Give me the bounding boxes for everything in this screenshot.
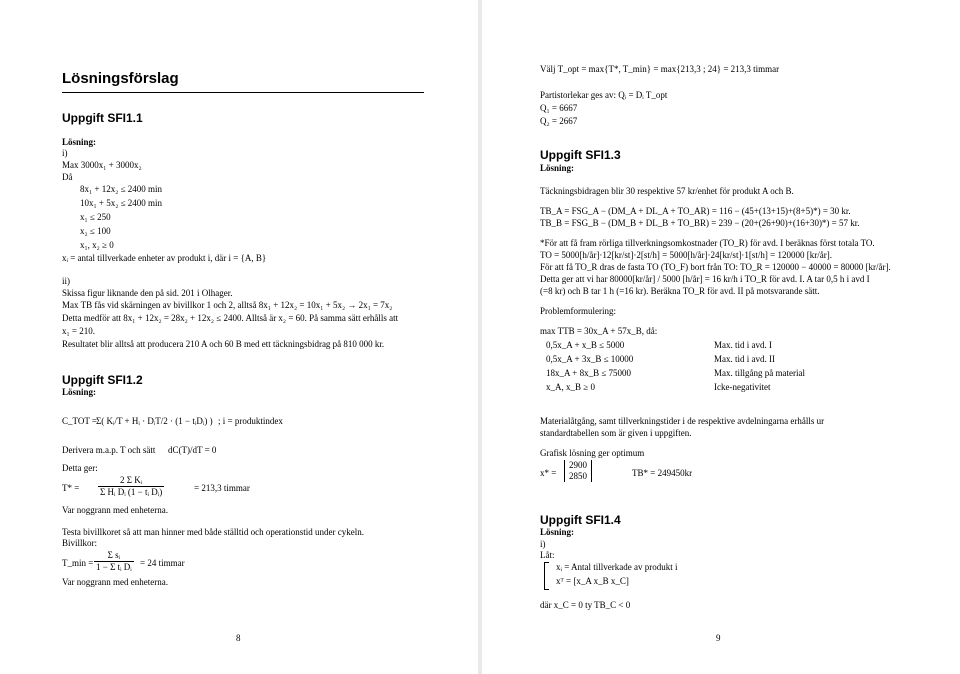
tstar-value: = 213,3 timmar	[194, 483, 250, 493]
part-ii-label: ii)	[62, 276, 70, 286]
bivillkor-label: Bivillkor:	[62, 538, 98, 548]
page-left	[0, 0, 478, 674]
xstar-vector	[564, 460, 592, 482]
constraint-2: 10x₁ + 5x₂ ≤ 2400 min	[80, 198, 163, 208]
page-number-right: 9	[716, 633, 721, 643]
losning-label-2: Lösning:	[62, 387, 97, 397]
tmin-value: = 24 timmar	[140, 558, 185, 568]
ctot-formula: Σ( Kᵢ/T + Hᵢ · DᵢT/2 · (1 − tᵢDᵢ) )	[96, 416, 213, 426]
constraint-4: x₂ ≤ 100	[80, 226, 111, 236]
dar-text: där x_C = 0 ty TB_C < 0	[540, 600, 631, 610]
note-line-5: (=8 kr) och B tar 1 h (=16 kr). Beräkna TO_R för avd. II på motsvarande sätt.	[540, 286, 820, 296]
max-ttb: max TTB = 30x_A + 57x_B, då:	[540, 326, 658, 336]
da-label: Då	[62, 172, 73, 182]
heading-sfi11: Uppgift SFI1.1	[62, 111, 143, 125]
tstar-denominator: Σ Hᵢ Dᵢ (1 − tᵢ Dᵢ)	[100, 487, 163, 497]
objective-max: Max 3000x₁ + 3000x₂	[62, 160, 142, 170]
material-line-2: standardtabellen som är given i uppgiften.	[540, 428, 692, 438]
xi-definition: xᵢ = Antal tillverkade av produkt i	[556, 562, 678, 572]
xstar-top: 2900	[569, 460, 587, 470]
brace	[544, 562, 549, 590]
xt-definition: xᵀ = [x_A x_B x_C]	[556, 576, 629, 586]
variable-definition: xᵢ = antal tillverkade enheter av produkt i, där i = {A, B}	[62, 253, 267, 263]
lp-constraint-desc: Icke-negativitet	[714, 382, 771, 392]
page-right	[482, 0, 960, 674]
note-line-3: För att få TO_R dras de fasta TO (TO_F) bort från TO: TO_R = 120000 − 40000 = 80000 [kr/år].	[540, 262, 891, 272]
constraint-3: x₁ ≤ 250	[80, 212, 111, 222]
tb-star: TB* = 249450kr	[632, 468, 693, 478]
grafisk-text: Grafisk lösning ger optimum	[540, 448, 645, 458]
lp-constraint: 18x_A + 8x_B ≤ 75000	[546, 368, 632, 378]
skissa-text: Skissa figur liknande den på sid. 201 i Olhager.	[62, 288, 233, 298]
tb-intro: Täckningsbidragen blir 30 respektive 57 kr/enhet för produkt A och B.	[540, 186, 794, 196]
constraint-1: 8x₁ + 12x₂ ≤ 2400 min	[80, 184, 163, 194]
lp-constraint-desc: Max. tid i avd. I	[714, 340, 772, 350]
x1-result: x₁ = 210.	[62, 326, 95, 336]
var-noggrann: Var noggrann med enheterna.	[62, 505, 168, 515]
testa-text: Testa bivillkoret så att man hinner med både ställtid och operationstid under cykeln.	[62, 527, 365, 537]
result-text: Resultatet blir alltså att producera 210 A och 60 B med ett täckningsbidrag på 810 000 kr.	[62, 339, 385, 349]
note-line-4: Detta ger att vi har 80000[kr/år] / 5000 [h/år] = 16 kr/h i TO_R för avd. I. A tar 0,5 h i avd I	[540, 274, 870, 284]
max-tb-text: Max TB fås vid skärningen av bivillkor 1 och 2, alltså 8x₁ + 12x₂ = 10x₁ + 5x₂ → 2x₁ = 7x₂	[62, 300, 393, 310]
note-line-2: TO = 5000[h/år]·12[kr/st]·2[st/h] = 5000[h/år]·24[kr/st]·1[st/h] = 120000 [kr/år].	[540, 250, 832, 260]
losning-label-4: Lösning:	[540, 527, 575, 537]
tb-b: TB_B = FSG_B − (DM_B + DL_B + TO_BR) = 239 − (20+(26+90)+(16+30)*) = 57 kr.	[540, 218, 860, 228]
lp-constraint: x_A, x_B ≥ 0	[546, 382, 595, 392]
lp-constraint-desc: Max. tillgång på material	[714, 368, 805, 378]
part-i-label-2: i)	[540, 539, 546, 549]
lat-label: Låt:	[540, 550, 555, 560]
tmin-lhs: T_min =	[62, 558, 94, 568]
losning-label-3: Lösning:	[540, 163, 575, 173]
detta-ger: Detta ger:	[62, 463, 98, 473]
lp-constraint-desc: Max. tid i avd. II	[714, 354, 775, 364]
derivative-eq: dC(T)/dT = 0	[168, 445, 217, 455]
partistorlekar-text: Partistorlekar ges av: Qᵢ = Dᵢ T_opt	[540, 90, 668, 100]
tstar-lhs: T* =	[62, 483, 80, 493]
xstar-lhs: x* =	[540, 468, 557, 478]
tmin-numerator: Σ sᵢ	[94, 550, 134, 562]
material-line-1: Materialåtgång, samt tillverkningstider i de respektive avdelningarna erhålls ur	[540, 416, 825, 426]
tmin-fraction	[94, 550, 134, 573]
tstar-fraction	[98, 475, 164, 498]
title-rule	[62, 92, 424, 93]
note-line-1: *För att få fram rörliga tillverkningsomkostnader (TO_R) för avd. I beräknas först totala TO.	[540, 238, 875, 248]
var-noggrann-2: Var noggrann med enheterna.	[62, 577, 168, 587]
problemformulering: Problemformulering:	[540, 306, 616, 316]
lp-constraint: 0,5x_A + 3x_B ≤ 10000	[546, 354, 634, 364]
ctot-note: ; i = produktindex	[218, 416, 283, 426]
heading-sfi13: Uppgift SFI1.3	[540, 148, 621, 162]
detta-text: Detta medför att 8x₁ + 12x₂ = 28x₂ + 12x₂ ≤ 2400. Alltså är x₂ = 60. På samma sätt erhålls att	[62, 313, 399, 323]
losning-label: Lösning:	[62, 137, 97, 147]
q1-value: Q₁ = 6667	[540, 103, 578, 113]
derivera-text: Derivera m.a.p. T och sätt	[62, 445, 156, 455]
page-number-left: 8	[236, 633, 241, 643]
constraint-5: x₁, x₂ ≥ 0	[80, 240, 114, 250]
ctot-lhs: C_TOT =	[62, 416, 97, 426]
xstar-bottom: 2850	[569, 471, 587, 481]
part-i-label: i)	[62, 148, 68, 158]
valj-topt: Välj T_opt = max{T*, T_min} = max{213,3 ; 24} = 213,3 timmar	[540, 64, 780, 74]
lp-constraint: 0,5x_A + x_B ≤ 5000	[546, 340, 625, 350]
tstar-numerator: 2 Σ Kᵢ	[98, 475, 164, 487]
document-title: Lösningsförslag	[62, 70, 179, 87]
tmin-denominator: 1 − Σ tᵢ Dᵢ	[96, 562, 132, 572]
tb-a: TB_A = FSG_A − (DM_A + DL_A + TO_AR) = 116 − (45+(13+15)+(8+5)*) = 30 kr.	[540, 206, 851, 216]
q2-value: Q₂ = 2667	[540, 116, 578, 126]
heading-sfi14: Uppgift SFI1.4	[540, 513, 621, 527]
heading-sfi12: Uppgift SFI1.2	[62, 373, 143, 387]
